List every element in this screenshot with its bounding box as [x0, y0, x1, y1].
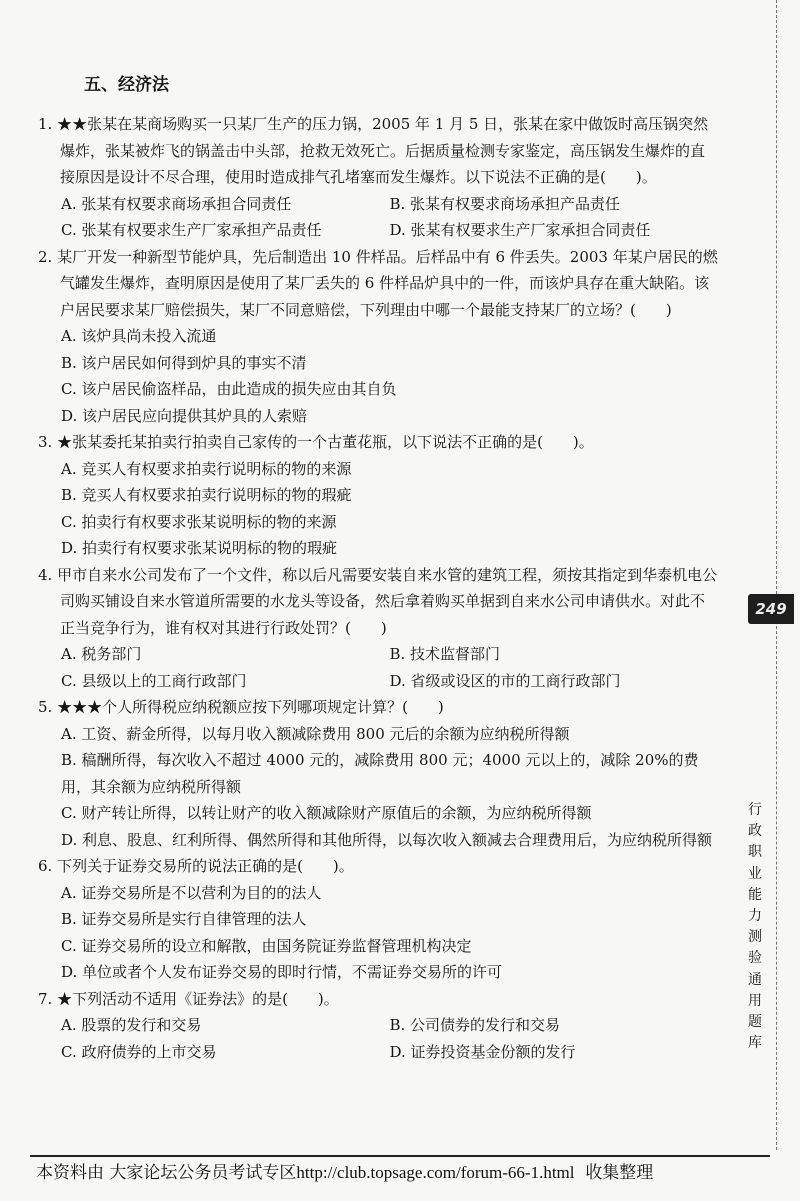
side-char: 通: [748, 971, 762, 988]
side-char: 政: [748, 823, 762, 840]
option-a: A. 股票的发行和交易: [61, 1016, 202, 1034]
side-char: 力: [748, 908, 762, 925]
option-a: A. 该炉具尚未投入流通: [61, 327, 217, 345]
side-char: 测: [748, 929, 762, 946]
section-title: 五、经济法: [84, 75, 169, 95]
option-d: D. 张某有权要求生产厂家承担合同责任: [389, 221, 651, 239]
question-5: [38, 694, 718, 853]
question-6: [38, 853, 718, 986]
option-c: C. 财产转让所得，以转让财产的收入额减除财产原值后的余额，为应纳税所得额: [61, 804, 592, 822]
question-2: [38, 244, 718, 430]
side-char: 能: [748, 886, 762, 903]
option-a: A. 税务部门: [61, 645, 142, 663]
option-a: A. 竞买人有权要求拍卖行说明标的物的来源: [61, 459, 352, 478]
question-4: [38, 562, 718, 695]
side-char: 业: [748, 865, 762, 882]
question-1: [38, 111, 718, 244]
option-d: D. 拍卖行有权要求张某说明标的物的瑕疵: [61, 539, 338, 557]
option-d: D. 该户居民应向提供其炉具的人索赔: [61, 406, 308, 425]
question-3: [38, 429, 718, 562]
option-a: A. 证券交易所是不以营利为目的的法人: [61, 883, 322, 902]
option-c: C. 县级以上的工商行政部门: [61, 671, 247, 690]
option-d: D. 省级或设区的市的工商行政部门: [389, 671, 621, 690]
footer-url[interactable]: http://club.topsage.com/forum-66-1.html: [296, 1163, 575, 1182]
option-b: B. 竞买人有权要求拍卖行说明标的物的瑕疵: [61, 486, 352, 504]
side-char: 职: [748, 844, 762, 861]
page-edge-line: [776, 0, 779, 1150]
question-stem: 4. 甲市自来水公司发布了一个文件，称以后凡需要安装自来水管的建筑工程，须按其指定到华泰机电公司购买铺设自来水管道所需要的水龙头等设备，然后拿着购买单据到自来水公司申请供水。对此不正当竞争行为，谁有权对其进行行政处罚？( ): [38, 565, 718, 637]
option-b: B. 该户居民如何得到炉具的事实不清: [61, 353, 307, 372]
page-number-tab: 249: [748, 594, 794, 624]
question-stem: 6. 下列关于证券交易所的说法正确的是( )。: [38, 857, 354, 875]
option-d: D. 利息、股息、红利所得、偶然所得和其他所得，以每次收入额减去合理费用后，为应纳税所得额: [61, 830, 713, 849]
side-char: 行: [748, 802, 762, 818]
side-char: 验: [748, 950, 762, 967]
option-b: B. 张某有权要求商场承担产品责任: [389, 194, 621, 213]
footer-suffix: 收集整理: [585, 1163, 654, 1183]
option-c: C. 该户居民偷盗样品，由此造成的损失应由其自负: [61, 380, 397, 398]
footer-watermark: [36, 1158, 776, 1183]
question-7: [38, 986, 718, 1066]
side-char: 题: [748, 1014, 762, 1031]
question-stem: 5. ★★★个人所得税应纳税额应按下列哪项规定计算？( ): [38, 698, 444, 716]
question-stem: 2. 某厂开发一种新型节能炉具，先后制造出 10 件样品。后样品中有 6 件丢失。2003 年某户居民的燃气罐发生爆炸，查明原因是使用了某厂丢失的 6 件样品炉具中的一件，而该炉具存在重大缺陷。该户居民要求某厂赔偿损失，某厂不同意赔偿，下列理由中哪一个最能支持某厂的立场？( ): [38, 247, 718, 319]
question-stem: 3. ★张某委托某拍卖行拍卖自己家传的一个古董花瓶，以下说法不正确的是( )。: [38, 433, 594, 451]
option-b: B. 稿酬所得，每次收入不超过 4000 元的，减除费用 800 元；4000 元以上的，减除 20%的费用，其余额为应纳税所得额: [61, 751, 699, 796]
question-list: [38, 111, 718, 1065]
option-c: C. 张某有权要求生产厂家承担产品责任: [61, 221, 322, 239]
option-c: C. 证券交易所的设立和解散，由国务院证券监督管理机构决定: [61, 936, 472, 955]
side-char: 库: [748, 1035, 762, 1052]
option-c: C. 拍卖行有权要求张某说明标的物的来源: [61, 512, 337, 531]
option-a: A. 张某有权要求商场承担合同责任: [61, 194, 292, 213]
option-d: D. 证券投资基金份额的发行: [389, 1042, 576, 1061]
option-b: B. 证券交易所是实行自律管理的法人: [61, 910, 307, 928]
option-b: B. 公司债券的发行和交易: [389, 1016, 561, 1034]
vertical-book-title: [740, 800, 770, 1054]
question-stem: 1. ★★张某在某商场购买一只某厂生产的压力锅，2005 年 1 月 5 日，张某在家中做饭时高压锅突然爆炸，张某被炸飞的锅盖击中头部，抢救无效死亡。后据质量检测专家鉴定，高压锅发生爆炸的直接原因是设计不尽合理，使用时造成排气孔堵塞而发生爆炸。以下说法不正确的是( )。: [38, 115, 709, 186]
question-stem: 7. ★下列活动不适用《证券法》的是( )。: [38, 989, 339, 1008]
option-b: B. 技术监督部门: [389, 645, 501, 663]
option-a: A. 工资、薪金所得，以每月收入额减除费用 800 元后的余额为应纳税所得额: [61, 724, 570, 743]
footer-divider: [30, 1155, 770, 1157]
option-c: C. 政府债券的上市交易: [61, 1042, 217, 1061]
footer-prefix: 本资料由 大家论坛公务员考试专区: [36, 1163, 297, 1183]
side-char: 用: [748, 992, 762, 1009]
option-d: D. 单位或者个人发布证券交易的即时行情，不需证券交易所的许可: [61, 963, 503, 981]
